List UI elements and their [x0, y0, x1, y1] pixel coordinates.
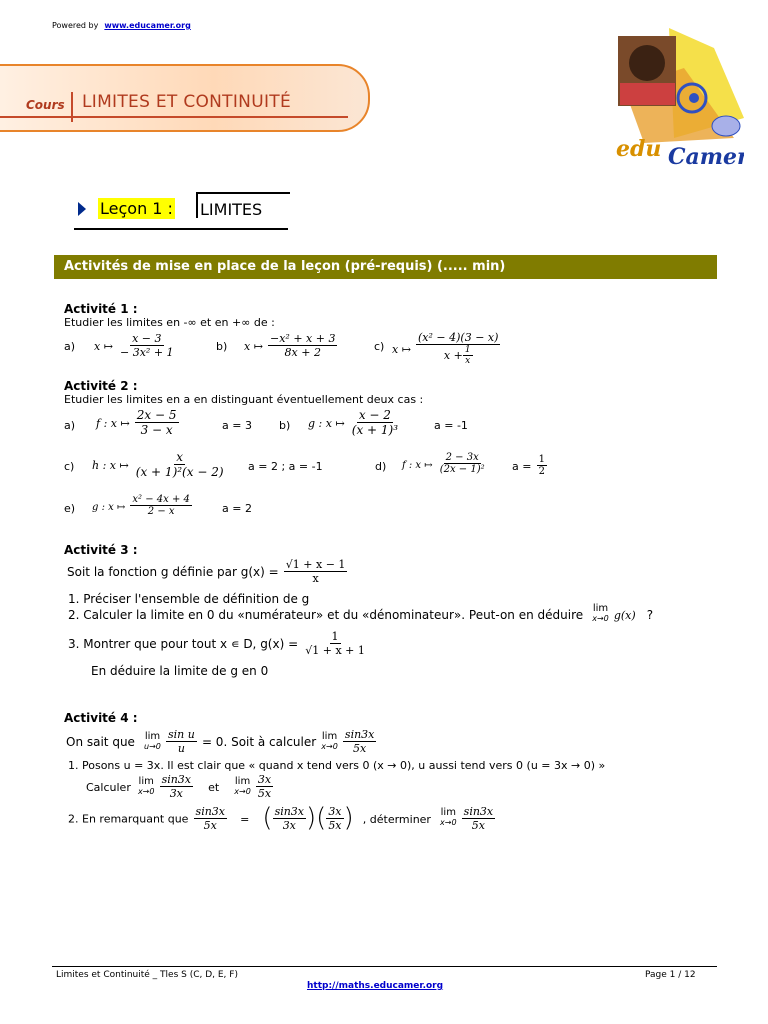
act1-b-expr: x ↦ $\frac{\text{−x² + x + 3}}{8x + 2}$ — [244, 332, 336, 359]
act4-p1-den: 3x — [282, 818, 296, 832]
act2-d-expr — [402, 452, 487, 475]
act2-a-expr — [96, 408, 179, 437]
act1-c-label: c) — [374, 340, 385, 353]
act2-a-func: f : x ↦ — [96, 417, 130, 430]
act1-title: Activité 1 : — [64, 302, 138, 316]
act3-q3-num: 1 — [331, 630, 339, 643]
act3-q2-sub: x→0 — [592, 614, 609, 623]
act1-a-num: x − 3 — [132, 332, 162, 345]
act3-def — [67, 558, 347, 585]
act4-p1-num: sin3x — [274, 804, 305, 818]
act2-e-den: 2 − x — [147, 506, 175, 517]
act2-b-den: (x + 1)³ — [351, 423, 399, 437]
logo-word-camer: Camer — [668, 144, 744, 170]
act3-g-den: x — [312, 572, 319, 585]
act1-intro: Etudier les limites en -∞ et en +∞ de : — [64, 316, 275, 329]
act4-f2-num: 3x — [257, 773, 272, 786]
footer-rule — [52, 966, 717, 967]
act3-q2: 2. Calculer la limite en 0 du «numérateur» et du «dénominateur». Peut-on en déduire — [68, 608, 584, 622]
powered-by-label: Powered by — [52, 21, 99, 30]
act1-c-subnum: 1 — [464, 345, 471, 355]
act2-c-expr — [92, 450, 226, 479]
act2-e-expr — [92, 494, 192, 517]
act1-b-den: 8x + 2 — [284, 346, 321, 359]
act2-b-expr — [308, 408, 400, 437]
act2-d-value-num: 1 — [538, 454, 545, 465]
act4-lim-3: lim — [138, 775, 154, 787]
act4-q2-lhs-num: sin3x — [195, 804, 225, 818]
act2-c-label: c) — [64, 460, 75, 473]
act4-q1b-line — [86, 773, 273, 800]
banner-underline — [0, 116, 348, 118]
act2-c-den: (x + 1)²(x − 2) — [135, 465, 224, 479]
act4-q2-target-num: sin3x — [463, 804, 494, 818]
act4-p2-den: 5x — [328, 818, 342, 832]
act2-e-value: a = 2 — [222, 502, 252, 515]
act4-f2-den: 5x — [257, 787, 272, 800]
act4-q2-eq: = — [240, 812, 250, 826]
act4-sub-x-1: x→0 — [321, 741, 338, 751]
lesson-name: LIMITES — [196, 192, 290, 218]
act2-d-value-den: 2 — [538, 466, 545, 477]
act2-e-label: e) — [64, 502, 76, 515]
page-title: LIMITES ET CONTINUITÉ — [82, 92, 291, 112]
educamer-logo — [614, 28, 744, 173]
section-bar: Activités de mise en place de la leçon (pré-requis) (..... min) — [54, 255, 717, 279]
act4-intro-a: On sait que — [66, 735, 135, 749]
act2-b-value: a = -1 — [434, 419, 468, 432]
act2-c-value: a = 2 ; a = -1 — [248, 460, 323, 473]
act4-sub-u: u→0 — [144, 741, 161, 751]
act3-q3-den: √1 + x + 1 — [305, 644, 365, 657]
act2-c-num: x — [176, 450, 184, 464]
act4-lim-5: lim — [440, 807, 456, 818]
act1-c-num: (x² − 4)(3 − x) — [418, 331, 499, 344]
act2-d-value — [512, 454, 547, 477]
act2-a-den: 3 − x — [140, 423, 173, 437]
lesson-bullet-icon — [78, 202, 86, 216]
act2-d-value-label: a = — [512, 460, 532, 473]
lesson-underline — [74, 228, 288, 230]
act4-intro-b: = 0. Soit à calculer — [201, 735, 317, 749]
act3-q2-expr: g(x) — [613, 609, 636, 622]
footer-page: Page 1 / 12 — [645, 970, 696, 980]
act2-b-func: g : x ↦ — [308, 417, 345, 430]
act4-sinu-den: u — [177, 742, 185, 755]
act2-a-num: 2x − 5 — [136, 408, 177, 422]
act3-q2-end: ? — [646, 608, 654, 622]
act4-intro-line — [66, 728, 376, 755]
act4-f1-den: 3x — [169, 787, 183, 800]
act1-b-num: −x² + x + 3 — [270, 332, 336, 345]
act4-q1b: Calculer — [86, 781, 131, 794]
act3-q2-line — [68, 604, 653, 624]
act1-a-expr: x ↦ $\frac{x - 3}{\text{− 3x² + 1}}$ — [94, 332, 174, 359]
act4-sub-x-4: x→0 — [440, 818, 457, 827]
act3-q2-lim: lim — [592, 603, 609, 614]
act4-q2-target-den: 5x — [471, 818, 485, 832]
act4-q1: 1. Posons u = 3x. Il est clair que « quand x tend vers 0 (x → 0), u aussi tend vers 0 (u = 3x → 0) » — [68, 759, 606, 772]
act4-q2-end: , déterminer — [362, 812, 431, 826]
act3-intro: Soit la fonction g définie par g(x) = — [67, 565, 279, 579]
act4-q2-line: 2. En remarquant que $\frac{\sin 3x}{5x}$ = ( $\frac{\sin 3x}{3x}$ )( $\frac{3x}{5x}$ ) , déterminer lim x→0 $\frac{\sin 3x}{5x}$ — [68, 803, 494, 833]
act4-sinu-num: sin u — [168, 728, 195, 741]
act1-a-label: a) — [64, 340, 76, 353]
act4-lim-2: lim — [321, 730, 338, 742]
act2-e-num: x² − 4x + 4 — [132, 494, 190, 505]
act4-q2-lhs-den: 5x — [203, 818, 217, 832]
act3-q1: 1. Préciser l'ensemble de définition de g — [68, 592, 310, 606]
act4-title: Activité 4 : — [64, 711, 138, 725]
act4-q2: 2. En remarquant que — [68, 812, 189, 826]
act3-q3: 3. Montrer que pour tout x ∊ D, g(x) = — [68, 637, 299, 651]
act1-a-den: − 3x² + 1 — [120, 346, 174, 359]
act2-b-label: b) — [279, 419, 291, 432]
act4-lim-4: lim — [234, 775, 251, 787]
act2-title: Activité 2 : — [64, 379, 138, 393]
act2-d-label: d) — [375, 460, 387, 473]
act4-et: et — [208, 781, 220, 794]
powered-by — [52, 21, 191, 30]
footer-left: Limites et Continuité _ Tles S (C, D, E, F) — [56, 970, 238, 980]
act3-q3-line — [68, 630, 367, 657]
act2-b-num: x − 2 — [358, 408, 391, 422]
banner-divider — [71, 92, 73, 122]
act2-intro: Etudier les limites en a en distinguant éventuellement deux cas : — [64, 393, 424, 406]
act4-f1-num: sin3x — [161, 773, 192, 786]
act1-c-subden: x — [465, 356, 471, 366]
footer-link[interactable]: http://maths.educamer.org — [307, 981, 444, 991]
act4-sub-x-3: x→0 — [234, 786, 251, 796]
act2-d-den: (2x − 1)² — [439, 464, 485, 475]
act2-d-func: f : x ↦ — [402, 460, 433, 471]
act2-a-value: a = 3 — [222, 419, 252, 432]
cours-label: Cours — [26, 98, 65, 112]
act1-c-expr: x ↦ (x² − 4)(3 − x) x + $\frac{1}{x}$ — [392, 331, 499, 366]
act3-title: Activité 3 : — [64, 543, 138, 557]
logo-word-edu: edu — [616, 136, 662, 162]
act4-lim-1: lim — [144, 730, 161, 742]
act2-c-func: h : x ↦ — [92, 459, 129, 472]
act3-q3b: En déduire la limite de g en 0 — [91, 664, 269, 678]
act4-target-num: sin3x — [344, 728, 375, 741]
act4-sub-x-2: x→0 — [137, 786, 155, 796]
act1-c-den: x + — [443, 349, 463, 362]
act3-g-num: √1 + x − 1 — [285, 558, 346, 571]
act2-a-label: a) — [64, 419, 76, 432]
lesson-label: Leçon 1 : — [100, 199, 173, 218]
act2-d-num: 2 − 3x — [445, 452, 479, 463]
powered-by-link[interactable]: www.educamer.org — [104, 21, 191, 30]
act4-target-den: 5x — [353, 742, 367, 755]
act2-e-func: g : x ↦ — [92, 502, 126, 513]
act4-p2-num: 3x — [328, 804, 342, 818]
act1-b-label: b) — [216, 340, 228, 353]
